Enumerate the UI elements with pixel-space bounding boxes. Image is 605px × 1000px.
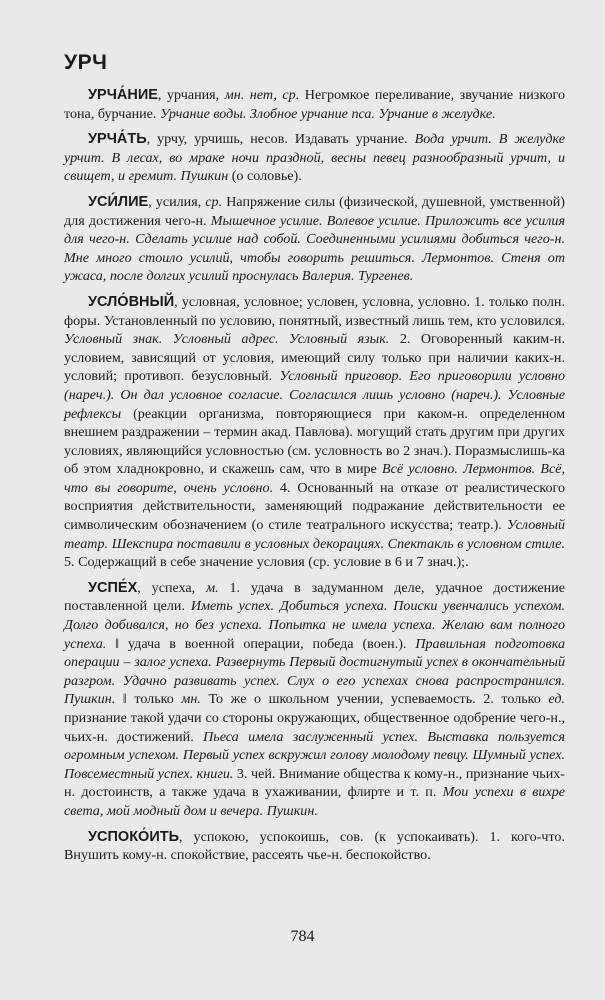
entry-definition-text: , урчания, [157, 87, 225, 103]
entry-example-text: Пьеса имела заслуженный успех. Выставка пользуется огромным успехом. Первый успех вскружил голову молодому певцу. Шумный успех. Повсеместный успех. книги. [64, 728, 565, 782]
entry-definition-text: , условная, условное; условен, условна, условно. 1. только полн. форы. Установленный по условию, понятный, известный лишь тем, кто условился. [64, 293, 565, 329]
entry-definition-text: 3. чей. Внимание общества к кому-н., признание чьих-н. достоинств, а также удача в ухаживании, флирте и т. п. [64, 765, 565, 801]
running-header: УРЧ [64, 51, 108, 74]
entry-example-text: ед. [548, 691, 565, 708]
entry-example-text: Мои успехи в вихре света, мой модный дом и вечера. Пушкин. [64, 784, 565, 819]
entries-list [64, 86, 565, 865]
entry-definition-text: , урчу, урчишь, несов. Издавать урчание. [146, 131, 415, 148]
entry-definition-text: , успеха, [137, 579, 207, 596]
entry-headword: УСЛО́ВНЫЙ [88, 293, 175, 310]
entry-headword: УСПЕ́Х [88, 579, 138, 596]
entry-definition-text: 2. Оговоренный каким-н. условием, зависящий от условия, имеющий силу только при наличии каких-н. условий; противоп. безусловный. [64, 331, 565, 385]
entry-example-text: Правильная подготовка операции – залог успеха. Развернуть Первый достигнутый успех в окончательный разгром. Удачно развивать успех. Слух о его успехах снова распространился. Пушкин. [64, 635, 566, 708]
entry-example-text: Иметь успех. Добиться успеха. Поиски увенчались успехом. Долго добивался, но без успеха. Попытка не имела успеха. Желаю вам полного успеха. [64, 598, 565, 652]
entry-definition-text: 1. удача в задуманном деле, удачное достижение поставленной цели. [64, 579, 565, 615]
entry-example-text: мн. [181, 691, 201, 708]
dictionary-entry [64, 579, 565, 821]
entry-example-text: ср. [205, 193, 223, 210]
entry-example-text: Мышечное усилие. Волевое усилие. Приложить все усилия для чего-н. Сделать усилие над собой. Соединенными усилиями добиться чего-н. Мне много стоило усилий, чтобы говорить решиться. Лермонтов. Стеня от ужаса, после долгих усилий проснулась Валерия. Тургенев. [64, 212, 565, 285]
entry-definition-text: 4. Основанный на отказе от реалистического восприятия действительности, заменяющий подражание действительности ее символическим обозначением (о стиле театрального искусства; театр.). [64, 479, 565, 534]
entry-headword: УРЧА́ТЬ [88, 131, 147, 148]
entry-definition-text: ‖ удача в военной операции, победа (воен.). [106, 635, 416, 652]
entry-definition-text: , успокою, успокоишь, сов. (к успокаивать). 1. кого-что. Внушить кому-н. спокойствие, рассеять чье-н. беспокойство. [64, 828, 565, 864]
entry-definition-text: То же о школьном учении, успеваемость. 2. только [200, 691, 549, 708]
entry-definition-text: 5. Содержащий в себе значение условия (ср. условие в 6 и 7 знач.);. [64, 554, 469, 571]
entry-example-text: Урчание воды. Злобное урчание пса. Урчание в желудке. [159, 105, 496, 122]
entry-example-text: Всё условно. Лермонтов. Всё, что вы говорите, очень условно. [64, 461, 565, 496]
entry-definition-text: , усилия, [148, 193, 206, 210]
entry-example-text: м. [206, 579, 219, 596]
entry-headword: УСПОКО́ИТЬ [88, 828, 180, 845]
entry-headword: УРЧА́НИЕ [88, 87, 158, 103]
entry-example-text: Условный приговор. Его приговорили условно (нареч.). Он дал условное согласие. Согласился лишь условно (нареч.). Условные рефлексы [64, 368, 566, 422]
dictionary-entry [64, 828, 565, 865]
entry-headword: УСИ́ЛИЕ [88, 193, 149, 210]
entry-definition-text: ‖ только [115, 691, 182, 708]
page-number: 784 [290, 928, 315, 945]
entry-definition-text: признание такой удачи со стороны окружающих, общественное одобрение чего-н., чьих-н. достижений. [64, 710, 565, 745]
entry-definition-text: Негромкое переливание, звучание низкого тона, бурчание. [64, 87, 565, 122]
entry-example-text: Вода урчит. В желудке урчит. В лесах, во мраке ночи праздной, весны певец разнообразный урчит, и свищет, и гремит. Пушкин [64, 131, 566, 185]
dictionary-entry [64, 293, 565, 572]
dictionary-entry [64, 193, 565, 286]
dictionary-entry [64, 86, 565, 123]
entry-example-text: Условный знак. Условный адрес. Условный язык. [64, 331, 390, 348]
entry-definition-text: (реакции организма, повторяющиеся при каком-н. определенном внешнем раздражении – термин акад. Павлова). могущий стать другим при других условиях, являющийся условностью (см. условность во 2 знач.). Поразмыслишь-ка об этом хладнокровно, и скажешь сам, что в мире [64, 405, 565, 478]
entry-example-text: мн. нет, ср. [224, 87, 300, 103]
dictionary-entry [64, 130, 565, 186]
entry-definition-text: Напряжение силы (физической, душевной, умственной) для достижения чего-н. [64, 193, 565, 229]
entry-example-text: Условный театр. Шекспира поставили в условных декорациях. Спектакль в условном стиле. [64, 517, 565, 552]
entry-definition-text: (о соловье). [228, 168, 302, 185]
